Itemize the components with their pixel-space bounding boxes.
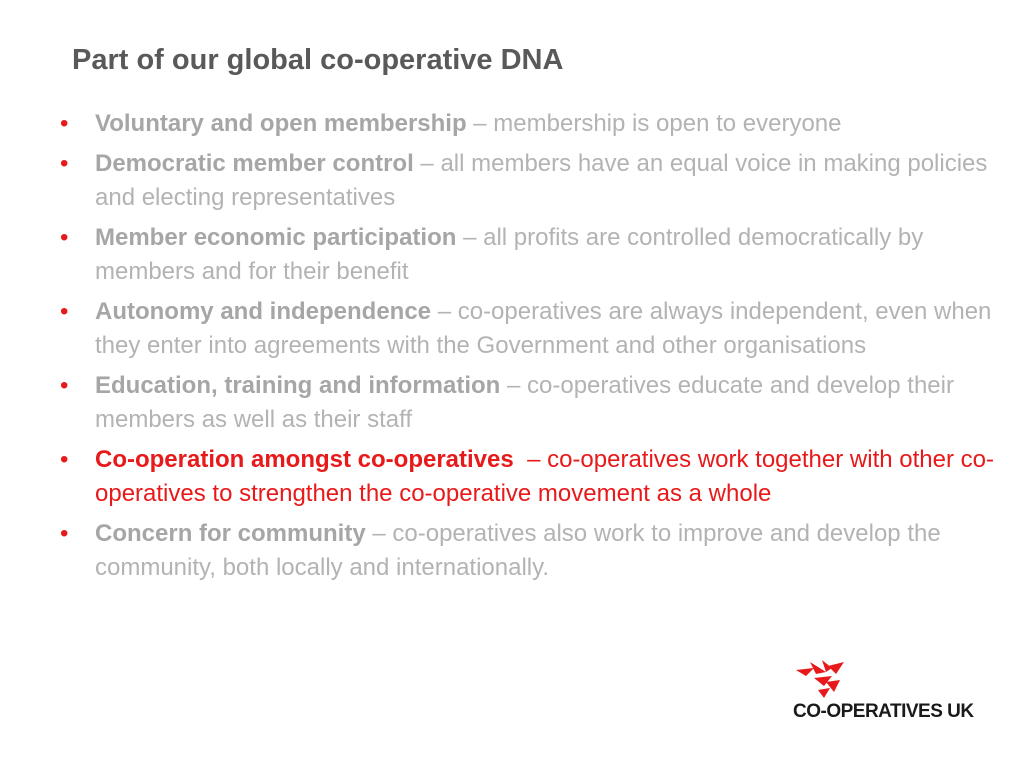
bullet-term: Member economic participation [95,224,457,251]
bullet-term: Voluntary and open membership [95,110,467,137]
bullet-item [60,221,995,289]
slide-title: Part of our global co-operative DNA [72,44,564,76]
bullet-text: – co-operatives are always independent, even when they enter into agreements with the Government and other organisations [95,298,992,359]
bullet-item [60,517,995,585]
bullet-dot-icon: • [60,150,69,177]
bullet-term: Co-operation amongst co-operatives [95,446,514,473]
bullet-item [60,369,995,437]
bullet-dot-icon: • [60,224,69,251]
bullet-text: – co-operatives also work to improve and develop the community, both locally and internationally. [95,520,941,581]
co-operatives-uk-logo [792,658,982,728]
bullet-term: Concern for community [95,520,366,547]
bullet-list [60,107,995,591]
bullet-dot-icon: • [60,110,69,137]
birds-logo-icon [792,658,852,700]
bullet-text: – all profits are controlled democratically by members and for their benefit [95,224,924,285]
bullet-item [60,107,995,141]
bullet-item [60,295,995,363]
bullet-item [60,147,995,215]
bullet-term: Autonomy and independence [95,298,432,325]
bullet-item-highlighted [60,443,995,511]
bullet-dot-icon: • [60,372,69,399]
bullet-text: – membership is open to everyone [466,110,842,137]
logo-text: CO-OPERATIVES UK [793,701,974,722]
bullet-text: – co-operatives work together with other co-operatives to strengthen the co-operative movement as a whole [95,446,994,507]
bullet-term: Democratic member control [95,150,414,177]
bullet-dot-icon: • [60,520,69,547]
bullet-term: Education, training and information [95,372,501,399]
bullet-text: – co-operatives educate and develop their members as well as their staff [95,372,954,433]
bullet-dot-icon: • [60,446,69,473]
bullet-text: – all members have an equal voice in making policies and electing representatives [95,150,988,211]
bullet-dot-icon: • [60,298,69,325]
